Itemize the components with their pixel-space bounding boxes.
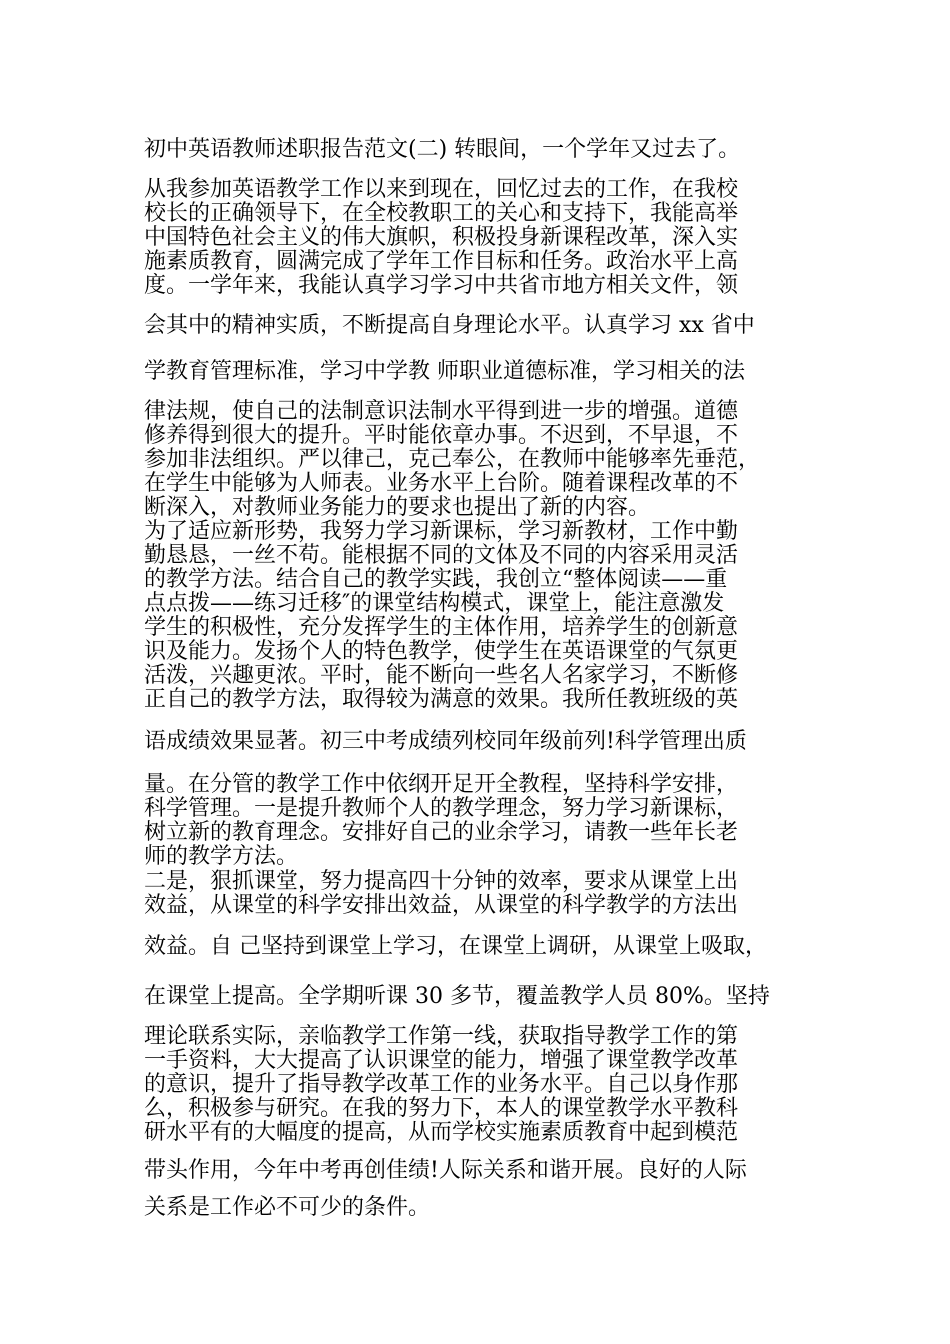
text-line: 从我参加英语教学工作以来到现在，回忆过去的工作，在我校 xyxy=(144,177,739,202)
text-line: 修养得到很大的提升。平时能依章办事。不迟到，不早退，不 xyxy=(144,423,739,448)
text-line: 研水平有的大幅度的提高，从而学校实施素质教育中起到模范 xyxy=(144,1120,739,1145)
text-line: 点点拨——练习迁移″的课堂结构模式，课堂上，能注意激发 xyxy=(144,591,725,616)
text-line: 的意识，提升了指导教学改革工作的业务水平。自己以身作那 xyxy=(144,1072,739,1097)
text-line: 么，积极参与研究。在我的努力下，本人的课堂教学水平教科 xyxy=(144,1096,739,1121)
text-line: 施素质教育，圆满完成了学年工作目标和任务。政治水平上高 xyxy=(144,249,739,274)
text-line: 参加非法组织。严以律己，克己奉公，在教师中能够率先垂范， xyxy=(144,447,761,472)
text-line: 活泼，兴趣更浓。平时，能不断向一些名人名家学习，不断修 xyxy=(144,663,739,688)
text-line: 一手资料，大大提高了认识课堂的能力，增强了课堂教学改革 xyxy=(144,1048,739,1073)
text-line: 在课堂上提高。全学期听课 30 多节，覆盖教学人员 80%。坚持 xyxy=(144,984,770,1009)
text-line: 学生的积极性，充分发挥学生的主体作用，培养学生的创新意 xyxy=(144,615,739,640)
text-line: 量。在分管的教学工作中依纲开足开全教程，坚持科学安排， xyxy=(144,772,739,797)
text-line: 度。一学年来，我能认真学习学习中共省市地方相关文件，领 xyxy=(144,273,739,298)
text-line: 律法规，使自己的法制意识法制水平得到进一步的增强。道德 xyxy=(144,399,739,424)
text-line: 的教学方法。结合自己的教学实践，我创立“整体阅读——重 xyxy=(144,567,728,592)
text-line: 勤恳恳，一丝不苟。能根据不同的文体及不同的内容采用灵活 xyxy=(144,543,739,568)
text-line: 理论联系实际，亲临教学工作第一线，获取指导教学工作的第 xyxy=(144,1024,739,1049)
text-line: 中国特色社会主义的伟大旗帜，积极投身新课程改革，深入实 xyxy=(144,225,739,250)
text-line: 正自己的教学方法，取得较为满意的效果。我所任教班级的英 xyxy=(144,687,739,712)
text-line: 带头作用，今年中考再创佳绩!人际关系和谐开展。良好的人际 xyxy=(144,1158,747,1183)
text-line: 学教育管理标准，学习中学教 师职业道德标准，学习相关的法 xyxy=(144,359,745,384)
text-line: 语成绩效果显著。初三中考成绩列校同年级前列!科学管理出质 xyxy=(144,729,747,754)
text-line: 为了适应新形势，我努力学习新课标，学习新教材，工作中勤 xyxy=(144,519,739,544)
text-line: 师的教学方法。 xyxy=(144,844,299,869)
text-line: 断深入，对教师业务能力的要求也提出了新的内容。 xyxy=(144,495,651,520)
text-line: 效益，从课堂的科学安排出效益，从课堂的科学教学的方法出 xyxy=(144,893,739,918)
text-line: 会其中的精神实质，不断提高自身理论水平。认真学习 xx 省中 xyxy=(144,313,755,338)
text-line: 二是，狠抓课堂，努力提高四十分钟的效率，要求从课堂上出 xyxy=(144,869,739,894)
text-line: 关系是工作必不可少的条件。 xyxy=(144,1195,431,1220)
text-line: 识及能力。发扬个人的特色教学，使学生在英语课堂的气氛更 xyxy=(144,639,739,664)
text-line: 效益。自 己坚持到课堂上学习，在课堂上调研，从课堂上吸取， xyxy=(144,934,767,959)
text-line: 在学生中能够为人师表。业务水平上台阶。随着课程改革的不 xyxy=(144,471,739,496)
text-line: 校长的正确领导下，在全校教职工的关心和支持下，我能高举 xyxy=(144,201,739,226)
text-line: 树立新的教育理念。安排好自己的业余学习，请教一些年长老 xyxy=(144,820,739,845)
text-line: 科学管理。一是提升教师个人的教学理念，努力学习新课标， xyxy=(144,796,739,821)
text-line: 初中英语教师述职报告范文(二) 转眼间，一个学年又过去了。 xyxy=(144,137,741,162)
